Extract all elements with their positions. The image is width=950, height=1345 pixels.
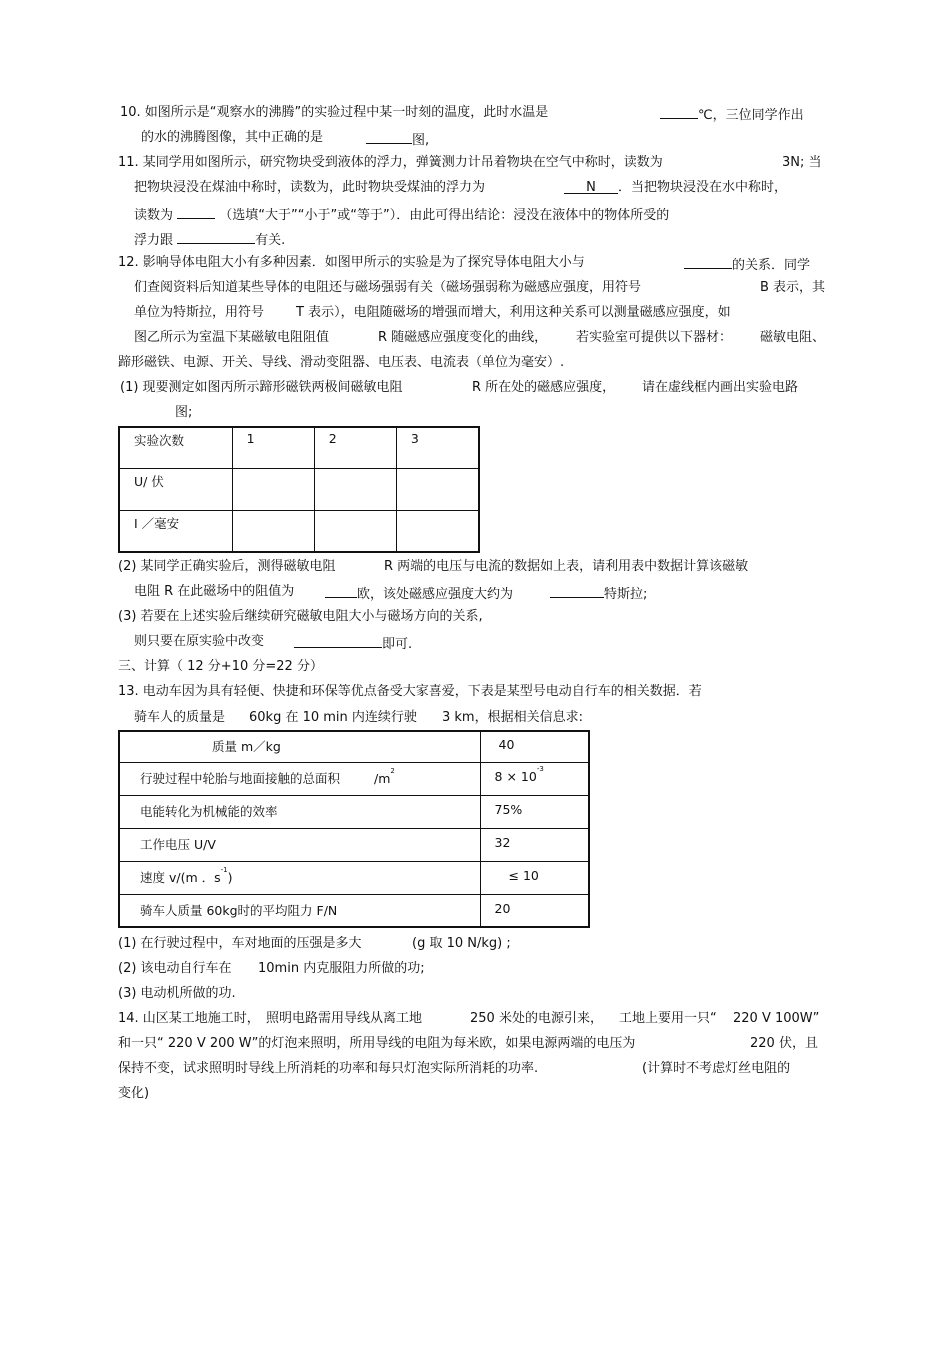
table-cell: U/ 伏 [119,468,232,510]
table-header-cell: 2 [314,427,396,468]
q12-part1-end: 请在虚线框内画出实验电路 [642,380,799,395]
table-header-cell: 3 [396,427,479,468]
q12-blank-change[interactable] [294,633,382,648]
q14-line1-b: 照明电路需用导线从离工地 [266,1011,423,1026]
q12-part2-line2-end: 特斯拉; [550,583,647,604]
q12-part3-line2-end: 即可. [294,633,412,654]
q11-line4: 浮力跟 有关. [134,229,285,250]
q13-part2-end: 10min 内克服阻力所做的功; [258,961,425,976]
q11-line1: 11. 某同学用如图所示，研究物块受到液体的浮力，弹簧测力计吊着物块在空气中称时，读数为 [118,155,663,170]
q12-line5: 蹄形磁铁、电源、开关、导线、滑动变阻器、电压表、电流表（单位为毫安）. [118,355,565,370]
q12-part2-end: R 两端的电压与电流的数据如上表，请利用表中数据计算该磁敏 [384,559,749,574]
q12-line3: 单位为特斯拉，用符号 [134,305,265,320]
table-header-cell: 实验次数 [119,427,232,468]
q11-blank-compare[interactable] [177,204,215,219]
table-cell[interactable] [232,468,314,510]
q12-part2-line2-mid: 欧，该处磁感应强度大约为 [325,583,513,604]
q13-line2-end: 3 km，根据相关信息求: [442,710,583,725]
q14-line3: 保持不变，试求照明时导线上所消耗的功率和每只灯泡实际所消耗的功率. [118,1061,539,1076]
q12-line2: 们查阅资料后知道某些导体的电阻还与磁场强弱有关（磁场强弱称为磁感应强度，用符号 [134,280,642,295]
q10-line2-end: 图, [366,129,429,150]
table-header-cell: 1 [232,427,314,468]
q14-line1: 14. 山区某工地施工时， [118,1011,260,1026]
q12-part1-mid: R 所在处的磁感应强度， [472,380,616,395]
table-cell[interactable] [314,468,396,510]
table-row [119,861,589,894]
q12-line4: 图乙所示为室温下某磁敏电阻阻值 [134,330,330,345]
table-cell-value: $8 \times 10^{-3}$ [480,762,589,795]
table-row [119,510,479,552]
q12-line4-end: 磁敏电阻、 [760,330,826,345]
q12-blank-induction[interactable] [550,583,604,598]
q12-line3-end: T 表示），电阻随磁场的增强而增大，利用这种关系可以测量磁感应强度，如 [296,305,731,320]
table-cell-label: 行驶过程中轮胎与地面接触的总面积 $/m^2$ [119,762,480,795]
q12-part3: (3) 若要在上述实验后继续研究磁敏电阻大小与磁场方向的关系, [118,609,483,624]
q11-line1-end: 3N; 当 [782,155,822,170]
q14-line1-d: 工地上要用一只“ [619,1011,717,1026]
table-cell-label: 电能转化为机械能的效率 [119,795,480,828]
q11-blank-buoyancy[interactable]: N [564,179,618,194]
q12-data-table [118,426,480,553]
table-row [119,762,589,795]
q13-part1-end: (g 取 10 N/kg) ; [412,936,511,951]
q13-bike-table [118,730,590,928]
q12-part1-line2: 图; [175,405,193,420]
q12-part2-line2: 电阻 R 在此磁场中的阻值为 [134,584,295,599]
q10-blank-temperature[interactable] [660,104,698,119]
table-cell-label: 工作电压 U/V [119,828,480,861]
q14-line2: 和一只“ 220 V 200 W”的灯泡来照明，所用导线的电阻为每米欧，如果电源两端的电压为 [118,1036,636,1051]
q14-line1-c: 250 米处的电源引来， [470,1011,603,1026]
q12-blank-relation[interactable] [684,254,732,269]
q11-blank-factor[interactable] [177,229,255,244]
table-row [119,468,479,510]
table-cell-value: 75% [480,795,589,828]
table-cell-value: 20 [480,894,589,927]
q13-part3: (3) 电动机所做的功. [118,986,236,1001]
table-cell-value: 40 [480,731,589,762]
q10-blank-graph[interactable] [366,129,412,144]
q12-part2: (2) 某同学正确实验后，测得磁敏电阻 [118,559,336,574]
q12-line1-end: 的关系．同学 [684,254,810,275]
q12-part3-line2: 则只要在原实验中改变 [134,634,265,649]
section-heading-calculation: 三、计算（ 12 分+10 分=22 分） [118,659,323,674]
q13-line2-mid: 60kg 在 10 min 内连续行驶 [249,710,417,725]
q13-part2: (2) 该电动自行车在 [118,961,232,976]
table-cell-label: 速度 v/(m ．$s^{-1}$) [119,861,480,894]
q13-part1: (1) 在行驶过程中，车对地面的压强是多大 [118,936,362,951]
q13-line2: 骑车人的质量是 [134,710,226,725]
q11-line2-end: N ．当把物块浸没在水中称时， [564,179,787,197]
q10-line2: 的水的沸腾图像，其中正确的是 [141,130,324,145]
q12-blank-resistance[interactable] [325,583,357,598]
table-cell[interactable] [232,510,314,552]
q14-line1-e: 220 V 100W” [733,1011,820,1026]
q11-line2: 把物块浸没在煤油中称时，读数为，此时物块受煤油的浮力为 [134,180,486,195]
q14-line3-end: (计算时不考虑灯丝电阻的 [642,1061,791,1076]
table-cell[interactable] [396,510,479,552]
table-cell-label: 骑车人质量 60kg时的平均阻力 F/N [119,894,480,927]
q14-line4: 变化) [118,1086,150,1101]
table-row [119,795,589,828]
q12-line4-mid2: 若实验室可提供以下器材： [576,330,733,345]
table-cell: I ／毫安 [119,510,232,552]
q12-part1: (1) 现要测定如图丙所示蹄形磁铁两极间磁敏电阻 [120,380,403,395]
q12-line2-end: B 表示，其 [760,280,826,295]
q13-line1: 13. 电动车因为具有轻便、快捷和环保等优点备受大家喜爱，下表是某型号电动自行车的相关数据．若 [118,684,702,699]
table-cell-value: ≤ 10 [480,861,589,894]
q14-line2-end: 220 伏，且 [750,1036,818,1051]
q11-line3: 读数为 （选填“大于”“小于”或“等于”）．由此可得出结论：浸没在液体中的物体所受的 [134,204,669,225]
table-cell[interactable] [396,468,479,510]
q12-line1: 12. 影响导体电阻大小有多种因素．如图甲所示的实验是为了探究导体电阻大小与 [118,255,585,270]
q10-line1: 10. 如图所示是“观察水的沸腾”的实验过程中某一时刻的温度，此时水温是 [120,105,549,120]
q10-line1-end: ℃，三位同学作出 [660,104,804,125]
table-cell[interactable] [314,510,396,552]
table-row [119,731,589,762]
table-cell-label: 质量 m／kg [119,731,480,762]
table-row [119,894,589,927]
table-cell-value: 32 [480,828,589,861]
table-row [119,828,589,861]
q12-line4-mid: R 随磁感应强度变化的曲线， [378,330,548,345]
